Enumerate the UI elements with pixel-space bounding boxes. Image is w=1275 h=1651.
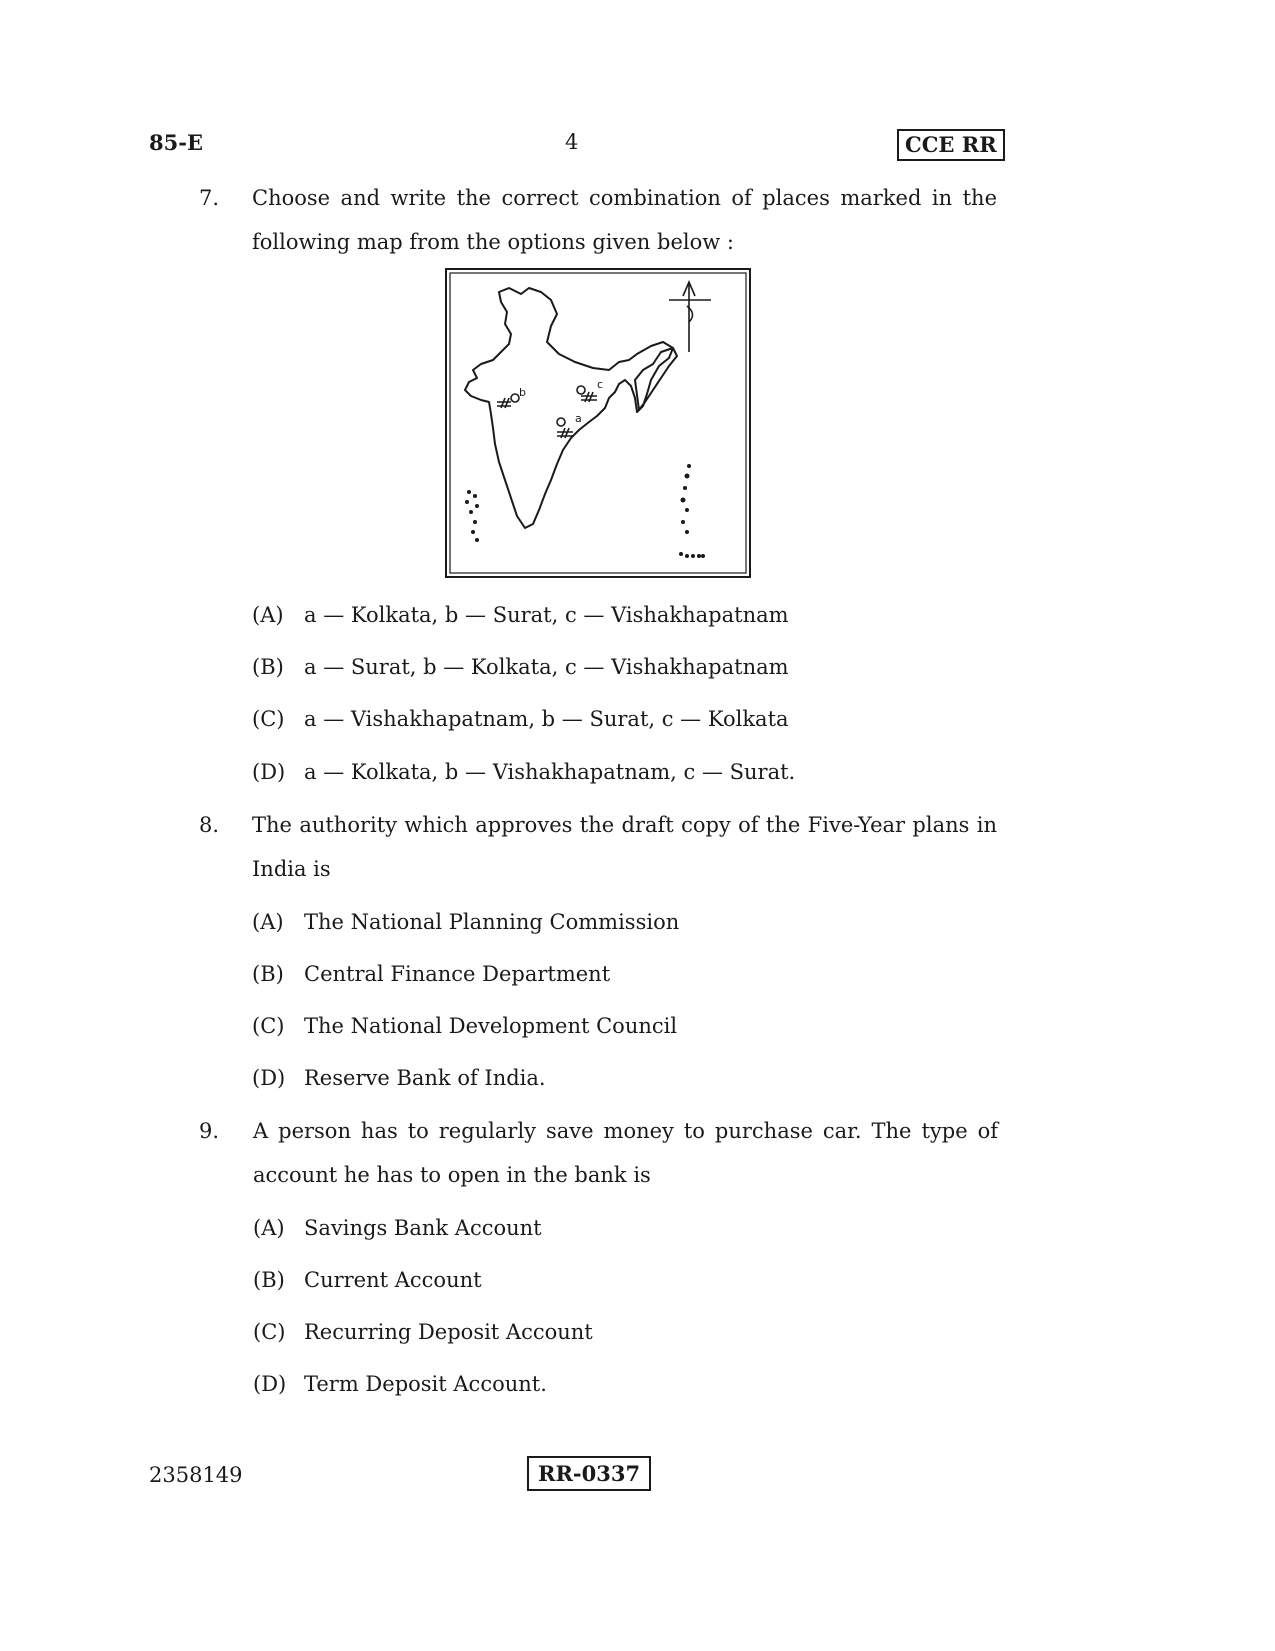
- option-text: a — Kolkata, b — Vishakhapatnam, c — Surat.: [304, 760, 796, 784]
- option-label: (C): [253, 1320, 286, 1344]
- option-label: (D): [252, 760, 286, 784]
- question-text-line2: following map from the options given below :: [252, 230, 734, 254]
- question-number: 8.: [199, 813, 220, 837]
- question-number: 7.: [199, 186, 220, 210]
- north-arrow-icon: [669, 282, 711, 352]
- option-label: (C): [252, 1014, 285, 1038]
- option-text: Savings Bank Account: [304, 1216, 542, 1240]
- question-text-line2: account he has to open in the bank is: [253, 1163, 651, 1187]
- lakshadweep-islands: [465, 490, 479, 542]
- option-label: (B): [253, 1268, 285, 1292]
- option-text: a — Vishakhapatnam, b — Surat, c — Kolkata: [304, 707, 789, 731]
- question-text-line1: The authority which approves the draft copy of the Five-Year plans in: [252, 813, 997, 837]
- option-text: Term Deposit Account.: [304, 1372, 547, 1396]
- marker-label-c: c: [597, 378, 604, 391]
- city-marker-c: [577, 386, 597, 402]
- andaman-nicobar-islands: [679, 464, 705, 558]
- option-label: (B): [252, 655, 284, 679]
- india-outline: [465, 288, 673, 528]
- option-text: a — Kolkata, b — Surat, c — Vishakhapatnam: [304, 603, 789, 627]
- option-text: Current Account: [304, 1268, 482, 1292]
- exam-series-badge: CCE RR: [897, 129, 1005, 161]
- city-marker-a: [557, 418, 573, 438]
- page-number: 4: [565, 130, 579, 154]
- city-marker-b: [497, 394, 519, 408]
- option-text: Central Finance Department: [304, 962, 611, 986]
- paper-code-header: 85-E: [149, 130, 203, 155]
- option-text: Recurring Deposit Account: [304, 1320, 593, 1344]
- option-label: (A): [253, 1216, 285, 1240]
- option-label: (B): [252, 962, 284, 986]
- option-label: (D): [253, 1372, 287, 1396]
- option-text: The National Development Council: [304, 1014, 678, 1038]
- marker-label-a: a: [575, 412, 582, 425]
- option-text: Reserve Bank of India.: [304, 1066, 546, 1090]
- option-label: (C): [252, 707, 285, 731]
- option-label: (A): [252, 603, 284, 627]
- option-text: The National Planning Commission: [304, 910, 680, 934]
- paper-code-badge: RR-0337: [527, 1456, 651, 1491]
- india-outline-map: [447, 270, 749, 576]
- option-text: a — Surat, b — Kolkata, c — Vishakhapatnam: [304, 655, 789, 679]
- marker-label-b: b: [519, 386, 526, 399]
- question-text-line2: India is: [252, 857, 331, 881]
- question-text-line1: A person has to regularly save money to purchase car. The type of: [253, 1119, 998, 1143]
- option-label: (A): [252, 910, 284, 934]
- serial-number: 2358149: [149, 1463, 243, 1487]
- india-map-figure: [445, 268, 751, 578]
- option-label: (D): [252, 1066, 286, 1090]
- question-text-line1: Choose and write the correct combination of places marked in the: [252, 186, 997, 210]
- northeast-outline: [635, 348, 677, 410]
- question-number: 9.: [199, 1119, 220, 1143]
